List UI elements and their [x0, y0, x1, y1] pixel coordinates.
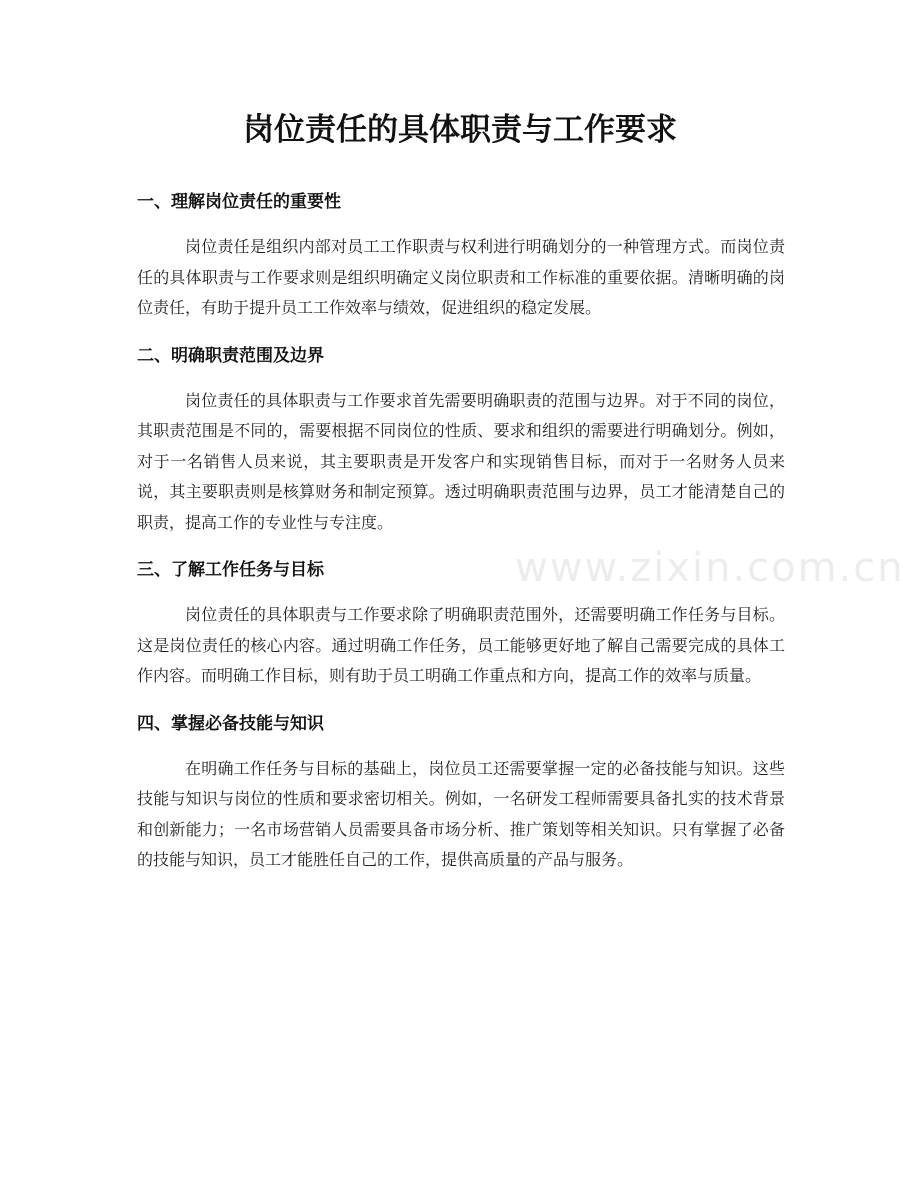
section-paragraph: 在明确工作任务与目标的基础上，岗位员工还需要掌握一定的必备技能与知识。这些技能与知识与岗位的性质和要求密切相关。例如，一名研发工程师需要具备扎实的技术背景和创新能力；一名市场营销人员需要具备市场分析、推广策划等相关知识。只有掌握了必备的技能与知识，员工才能胜任自己的工作，提供高质量的产品与服务。: [137, 758, 785, 869]
watermark-text: www.zixin.com.cn: [515, 545, 905, 591]
section-paragraph: 岗位责任是组织内部对员工工作职责与权利进行明确划分的一种管理方式。而岗位责任的具体职责与工作要求则是组织明确定义岗位职责和工作标准的重要依据。清晰明确的岗位责任，有助于提升员工工作效率与绩效，促进组织的稳定发展。: [137, 237, 785, 317]
section-heading: 四、掌握必备技能与知识: [137, 713, 324, 734]
section-4: [137, 702, 785, 876]
document-title: 岗位责任的具体职责与工作要求: [243, 112, 677, 148]
section-2: [137, 334, 785, 539]
section-heading: 三、了解工作任务与目标: [137, 560, 324, 580]
section-paragraph: 岗位责任的具体职责与工作要求除了明确职责范围外，还需要明确工作任务与目标。这是岗位责任的核心内容。通过明确工作任务，员工能够更好地了解自己需要完成的具体工作内容。而明确工作目标，则有助于员工明确工作重点和方向，提高工作的效率与质量。: [137, 605, 785, 685]
section-1: [137, 180, 785, 324]
section-3: [137, 548, 785, 692]
section-heading: 二、明确职责范围及边界: [137, 345, 324, 366]
section-paragraph: 岗位责任的具体职责与工作要求首先需要明确职责的范围与边界。对于不同的岗位，其职责范围是不同的，需要根据不同岗位的性质、要求和组织的需要进行明确划分。例如，对于一名销售人员来说，其主要职责是开发客户和实现销售目标，而对于一名财务人员来说，其主要职责则是核算财务和制定预算。透过明确职责范围与边界，员工才能清楚自己的职责，提高工作的专业性与专注度。: [137, 390, 785, 532]
document-body: [137, 180, 785, 886]
section-heading: 一、理解岗位责任的重要性: [137, 192, 341, 212]
